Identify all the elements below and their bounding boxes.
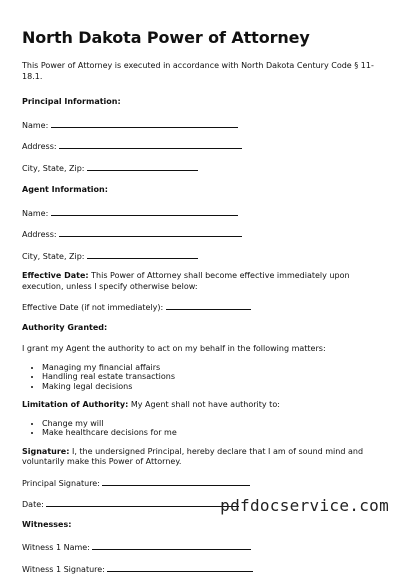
principal-address-line[interactable] [59, 140, 242, 149]
principal-city-label: City, State, Zip: [22, 163, 85, 173]
watermark-text: pdfdocservice.com [220, 496, 389, 515]
witness1-name-label: Witness 1 Name: [22, 543, 90, 552]
witness1-signature-line[interactable] [107, 563, 253, 572]
effective-date-line[interactable] [166, 301, 251, 310]
authority-text: I grant my Agent the authority to act on my behalf in the following matters: [22, 344, 326, 353]
principal-signature-line[interactable] [102, 477, 250, 486]
principal-name-field[interactable] [22, 119, 382, 132]
authority-heading: Authority Granted: [22, 322, 108, 332]
principal-city-line[interactable] [87, 162, 198, 171]
principal-address-label: Address: [22, 142, 57, 151]
principal-address-field[interactable] [22, 140, 382, 153]
signature-date-label: Date: [22, 500, 44, 509]
witness1-signature-field[interactable] [22, 563, 382, 576]
list-item: • Change my will [42, 419, 382, 429]
agent-address-field[interactable] [22, 228, 382, 241]
witness1-name-line[interactable] [92, 541, 251, 550]
effective-paragraph [22, 271, 382, 292]
signature-date-line[interactable] [46, 498, 239, 507]
witness1-name-field[interactable] [22, 541, 382, 554]
effective-date-field[interactable] [22, 301, 382, 314]
limitation-text: My Agent shall not have authority to: [130, 400, 280, 409]
principal-heading: Principal Information: [22, 97, 121, 106]
signature-paragraph [22, 447, 382, 468]
effective-text: This Power of Attorney shall become effective immediately upon execution, unless I specify otherwise below: [22, 271, 350, 291]
effective-date-label: Effective Date (if not immediately): [22, 303, 164, 312]
agent-name-line[interactable] [51, 207, 238, 216]
intro-paragraph: This Power of Attorney is executed in accordance with North Dakota Century Code § 11-18.1. [22, 61, 374, 81]
agent-name-field[interactable] [22, 207, 382, 220]
principal-city-field[interactable] [22, 162, 382, 175]
agent-name-label: Name: [22, 208, 49, 218]
principal-signature-label: Principal Signature: [22, 478, 100, 488]
agent-address-line[interactable] [59, 228, 242, 237]
principal-name-line[interactable] [51, 119, 238, 128]
agent-city-field[interactable] [22, 250, 382, 263]
document-title: North Dakota Power of Attorney [22, 28, 310, 47]
list-item: • Make healthcare decisions for me [42, 428, 382, 438]
agent-city-label: City, State, Zip: [22, 251, 85, 261]
limitation-heading: Limitation of Authority: [22, 400, 129, 409]
witnesses-heading: Witnesses: [22, 519, 72, 529]
limitation-list [22, 419, 382, 438]
principal-signature-field[interactable] [22, 477, 382, 490]
list-item: • Managing my financial affairs [42, 363, 382, 373]
agent-address-label: Address: [22, 230, 57, 239]
agent-heading: Agent Information: [22, 185, 108, 194]
list-item: • Handling real estate transactions [42, 372, 382, 382]
limitation-paragraph [22, 400, 382, 411]
list-item: • Making legal decisions [42, 382, 382, 392]
signature-heading: Signature: [22, 446, 70, 456]
authority-list [22, 363, 382, 392]
signature-text: I, the undersigned Principal, hereby declare that I am of sound mind and voluntarily make this Power of Attorney. [22, 446, 364, 466]
agent-city-line[interactable] [87, 250, 198, 259]
effective-heading: Effective Date: [22, 271, 89, 280]
principal-name-label: Name: [22, 120, 49, 130]
witness1-signature-label: Witness 1 Signature: [22, 564, 105, 574]
